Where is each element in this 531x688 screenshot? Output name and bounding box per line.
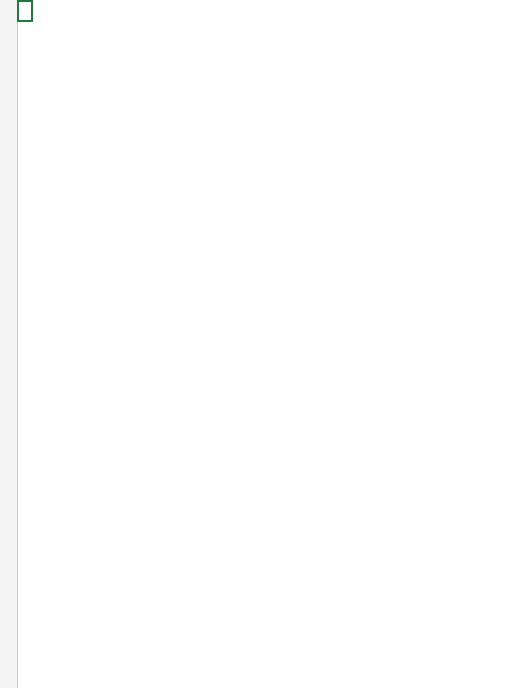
sheet-grid xyxy=(17,0,531,688)
row-header xyxy=(0,0,18,688)
selected-cell-indicator[interactable] xyxy=(17,0,33,22)
